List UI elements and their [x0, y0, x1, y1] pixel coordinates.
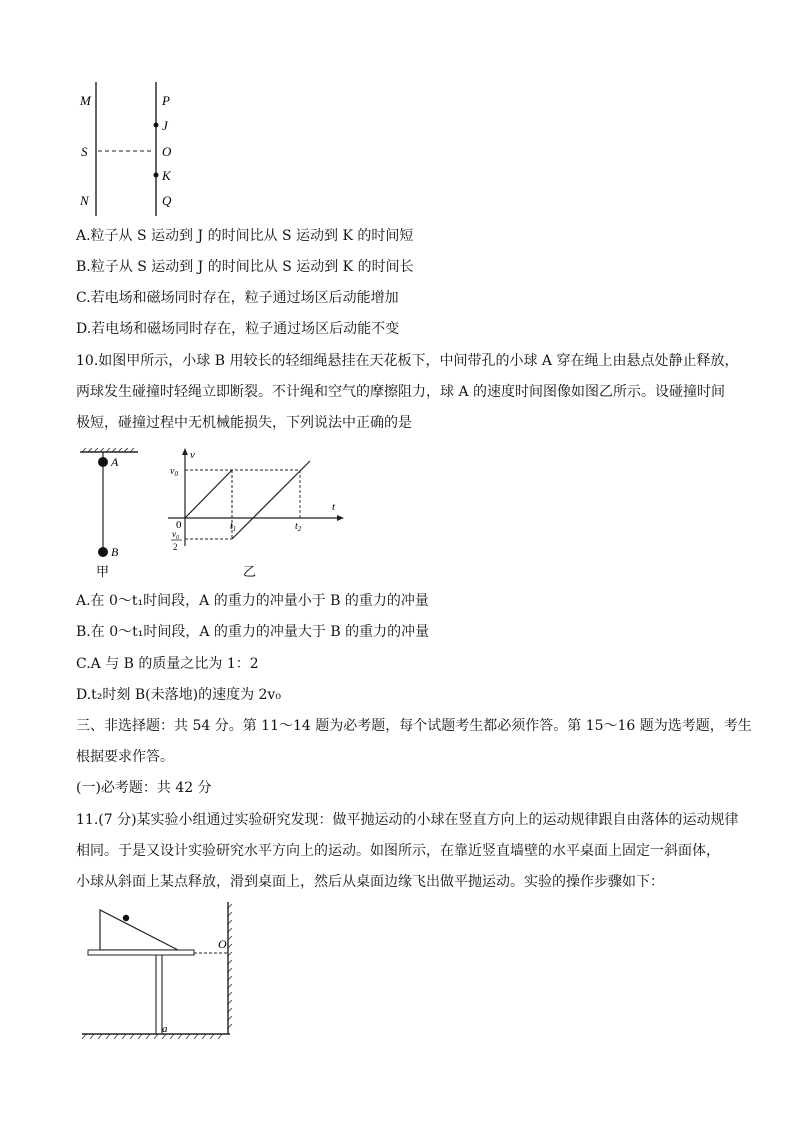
q10-stem-line-2: 两球发生碰撞时轻绳立即断裂。不计绳和空气的摩擦阻力，球 A 的速度时间图像如图乙所示。设碰撞时间: [76, 384, 726, 400]
v0-sub: 0: [174, 470, 178, 478]
label-K: K: [162, 168, 171, 183]
q9-option-d: D.若电场和磁场同时存在，粒子通过场区后动能不变: [76, 321, 400, 337]
figure-jia: [76, 448, 146, 580]
label-O-wall: O: [218, 937, 227, 951]
label-N: N: [80, 193, 89, 208]
origin-label: 0: [176, 519, 182, 531]
label-O: O: [162, 144, 172, 159]
caption-jia: 甲: [96, 564, 110, 579]
q10-option-d: D.t₂时刻 B(未落地)的速度为 2v₀: [76, 687, 281, 703]
neg-v0-sub: 0: [176, 535, 179, 541]
section3-subheading: (一)必考题：共 42 分: [76, 780, 212, 796]
label-P: P: [162, 93, 170, 108]
q10-stem-line-1: 10.如图甲所示，小球 B 用较长的轻细绳悬挂在天花板下，中间带孔的小球 A 穿在绳上由悬点处静止释放，: [76, 353, 739, 369]
q9-option-b: B.粒子从 S 运动到 J 的时间比从 S 运动到 K 的时间长: [76, 259, 414, 275]
projectile-setup-figure: [80, 902, 240, 1042]
t-axis-arrow: [337, 515, 344, 521]
ball-A: [98, 457, 108, 467]
t1-sub: 1: [232, 525, 237, 533]
incline-block: [100, 910, 178, 950]
q9-option-a: A.粒子从 S 运动到 J 的时间比从 S 运动到 K 的时间短: [76, 228, 414, 244]
figure-yi-vt-graph: [160, 446, 360, 582]
ball: [123, 915, 129, 921]
ball-B: [98, 547, 108, 557]
label-ball-A: A: [111, 455, 119, 469]
v-axis-arrow: [182, 448, 188, 455]
q10-option-a: A.在 0～t₁时间段，A 的重力的冲量小于 B 的重力的冲量: [76, 593, 429, 609]
field-plates-figure: [70, 78, 190, 220]
point-K-dot: [154, 173, 159, 178]
neg-v0-label: v: [172, 529, 176, 539]
label-M: M: [80, 93, 91, 108]
section3-line-2: 根据要求作答。: [76, 749, 174, 765]
caption-yi: 乙: [243, 564, 257, 579]
q10-option-b: B.在 0～t₁时间段，A 的重力的冲量大于 B 的重力的冲量: [76, 624, 430, 640]
q11-stem-line-3: 小球从斜面上某点释放，滑到桌面上，然后从桌面边缘飞出做平抛运动。实验的操作步骤如下：: [76, 874, 664, 890]
q10-option-c: C.A 与 B 的质量之比为 1：2: [76, 656, 259, 672]
v0-label: v: [170, 466, 175, 477]
table-top: [88, 950, 194, 955]
label-a: a: [162, 1023, 168, 1035]
label-Q: Q: [162, 193, 172, 208]
q10-stem-line-3: 极短，碰撞过程中无机械能损失，下列说法中正确的是: [76, 415, 412, 431]
label-J: J: [162, 118, 168, 133]
t1-label: t: [230, 521, 233, 532]
label-S: S: [81, 144, 88, 159]
q11-stem-line-1: 11.(7 分)某实验小组通过实验研究发现：做平抛运动的小球在竖直方向上的运动规律跟自由落体的运动规律: [76, 812, 739, 828]
t2-label: t: [295, 521, 298, 532]
q9-option-c: C.若电场和磁场同时存在，粒子通过场区后动能增加: [76, 290, 399, 306]
svg-text:t1: [230, 521, 236, 533]
segment-1: [185, 470, 232, 518]
axis-label-t: t: [332, 501, 336, 513]
section3-line-1: 三、非选择题：共 54 分。第 11～14 题为必考题，每个试题考生都必须作答。第 15～16 题为选考题，考生: [76, 718, 752, 734]
svg-text:t2: [295, 521, 302, 533]
label-ball-B: B: [111, 545, 119, 559]
q11-stem-line-2: 相同。于是又设计实验研究水平方向上的运动。如图所示，在靠近竖直墙壁的水平桌面上固定一斜面体，: [76, 843, 720, 859]
t2-sub: 2: [297, 525, 302, 533]
svg-text:v0: [170, 466, 178, 478]
neg-denominator: 2: [173, 542, 178, 552]
point-J-dot: [154, 123, 159, 128]
axis-label-v: v: [190, 449, 195, 461]
floor-hatch: [82, 1034, 222, 1039]
